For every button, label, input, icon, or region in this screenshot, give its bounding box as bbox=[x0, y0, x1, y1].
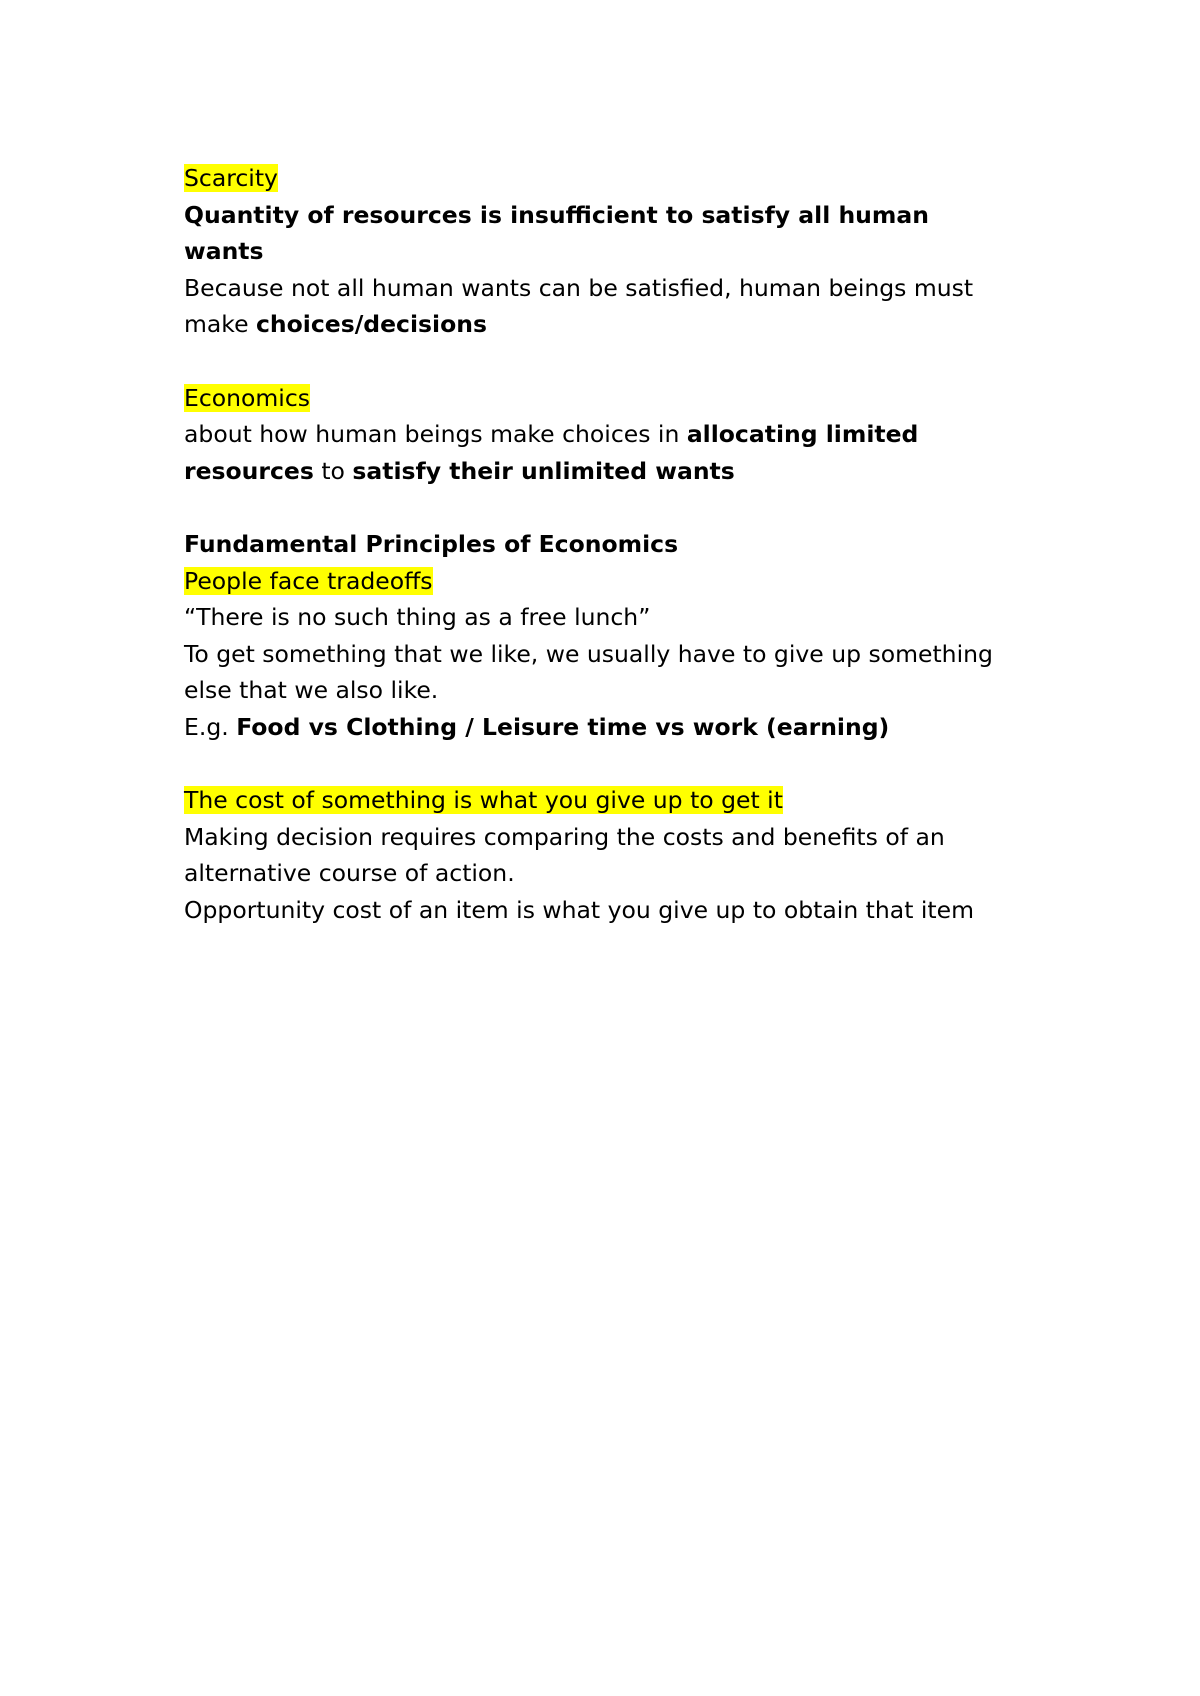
tradeoffs-example bbox=[184, 709, 1044, 746]
document-page bbox=[184, 160, 1044, 928]
principles-title: Fundamental Principles of Economics bbox=[184, 529, 679, 558]
tradeoffs-example-bold: Food vs Clothing / Leisure time vs work (earning) bbox=[236, 712, 890, 741]
cost-heading: The cost of something is what you give up to get it bbox=[184, 786, 783, 815]
tradeoffs-example-prefix: E.g. bbox=[184, 712, 237, 741]
scarcity-definition-text-2: wants bbox=[184, 237, 264, 266]
scarcity-definition-line-2 bbox=[184, 233, 1044, 270]
scarcity-explanation-prefix: make bbox=[184, 310, 256, 339]
tradeoffs-line-2: else that we also like. bbox=[184, 676, 439, 705]
blank-line bbox=[184, 489, 1044, 526]
scarcity-explanation-line-2 bbox=[184, 306, 1044, 343]
tradeoffs-heading-line bbox=[184, 563, 1044, 600]
cost-line-3: Opportunity cost of an item is what you give up to obtain that item bbox=[184, 895, 974, 924]
economics-line-2 bbox=[184, 453, 1044, 490]
principles-title-line bbox=[184, 526, 1044, 563]
scarcity-definition-line-1 bbox=[184, 197, 1044, 234]
economics-heading: Economics bbox=[184, 383, 311, 412]
economics-line-1 bbox=[184, 416, 1044, 453]
economics-heading-line bbox=[184, 380, 1044, 417]
economics-line-1-bold: allocating limited bbox=[686, 420, 919, 449]
blank-line bbox=[184, 746, 1044, 783]
scarcity-explanation-bold: choices/decisions bbox=[256, 310, 487, 339]
cost-heading-line bbox=[184, 782, 1044, 819]
economics-line-1-prefix: about how human beings make choices in bbox=[184, 420, 687, 449]
economics-line-2-mid: to bbox=[313, 456, 353, 485]
tradeoffs-quote: “There is no such thing as a free lunch” bbox=[184, 603, 651, 632]
tradeoffs-heading: People face tradeoffs bbox=[184, 566, 433, 595]
blank-line bbox=[184, 343, 1044, 380]
economics-line-2-bold-2: satisfy their unlimited wants bbox=[352, 456, 735, 485]
cost-line-1: Making decision requires comparing the costs and benefits of an bbox=[184, 822, 945, 851]
scarcity-heading-line bbox=[184, 160, 1044, 197]
tradeoffs-line-1: To get something that we like, we usually have to give up something bbox=[184, 639, 993, 668]
economics-line-2-bold-1: resources bbox=[184, 456, 314, 485]
scarcity-explanation-line-1: Because not all human wants can be satisfied, human beings must bbox=[184, 273, 974, 302]
scarcity-heading: Scarcity bbox=[184, 164, 278, 192]
scarcity-definition-text-1: Quantity of resources is insufficient to satisfy all human bbox=[184, 200, 929, 229]
cost-line-2: alternative course of action. bbox=[184, 859, 515, 888]
